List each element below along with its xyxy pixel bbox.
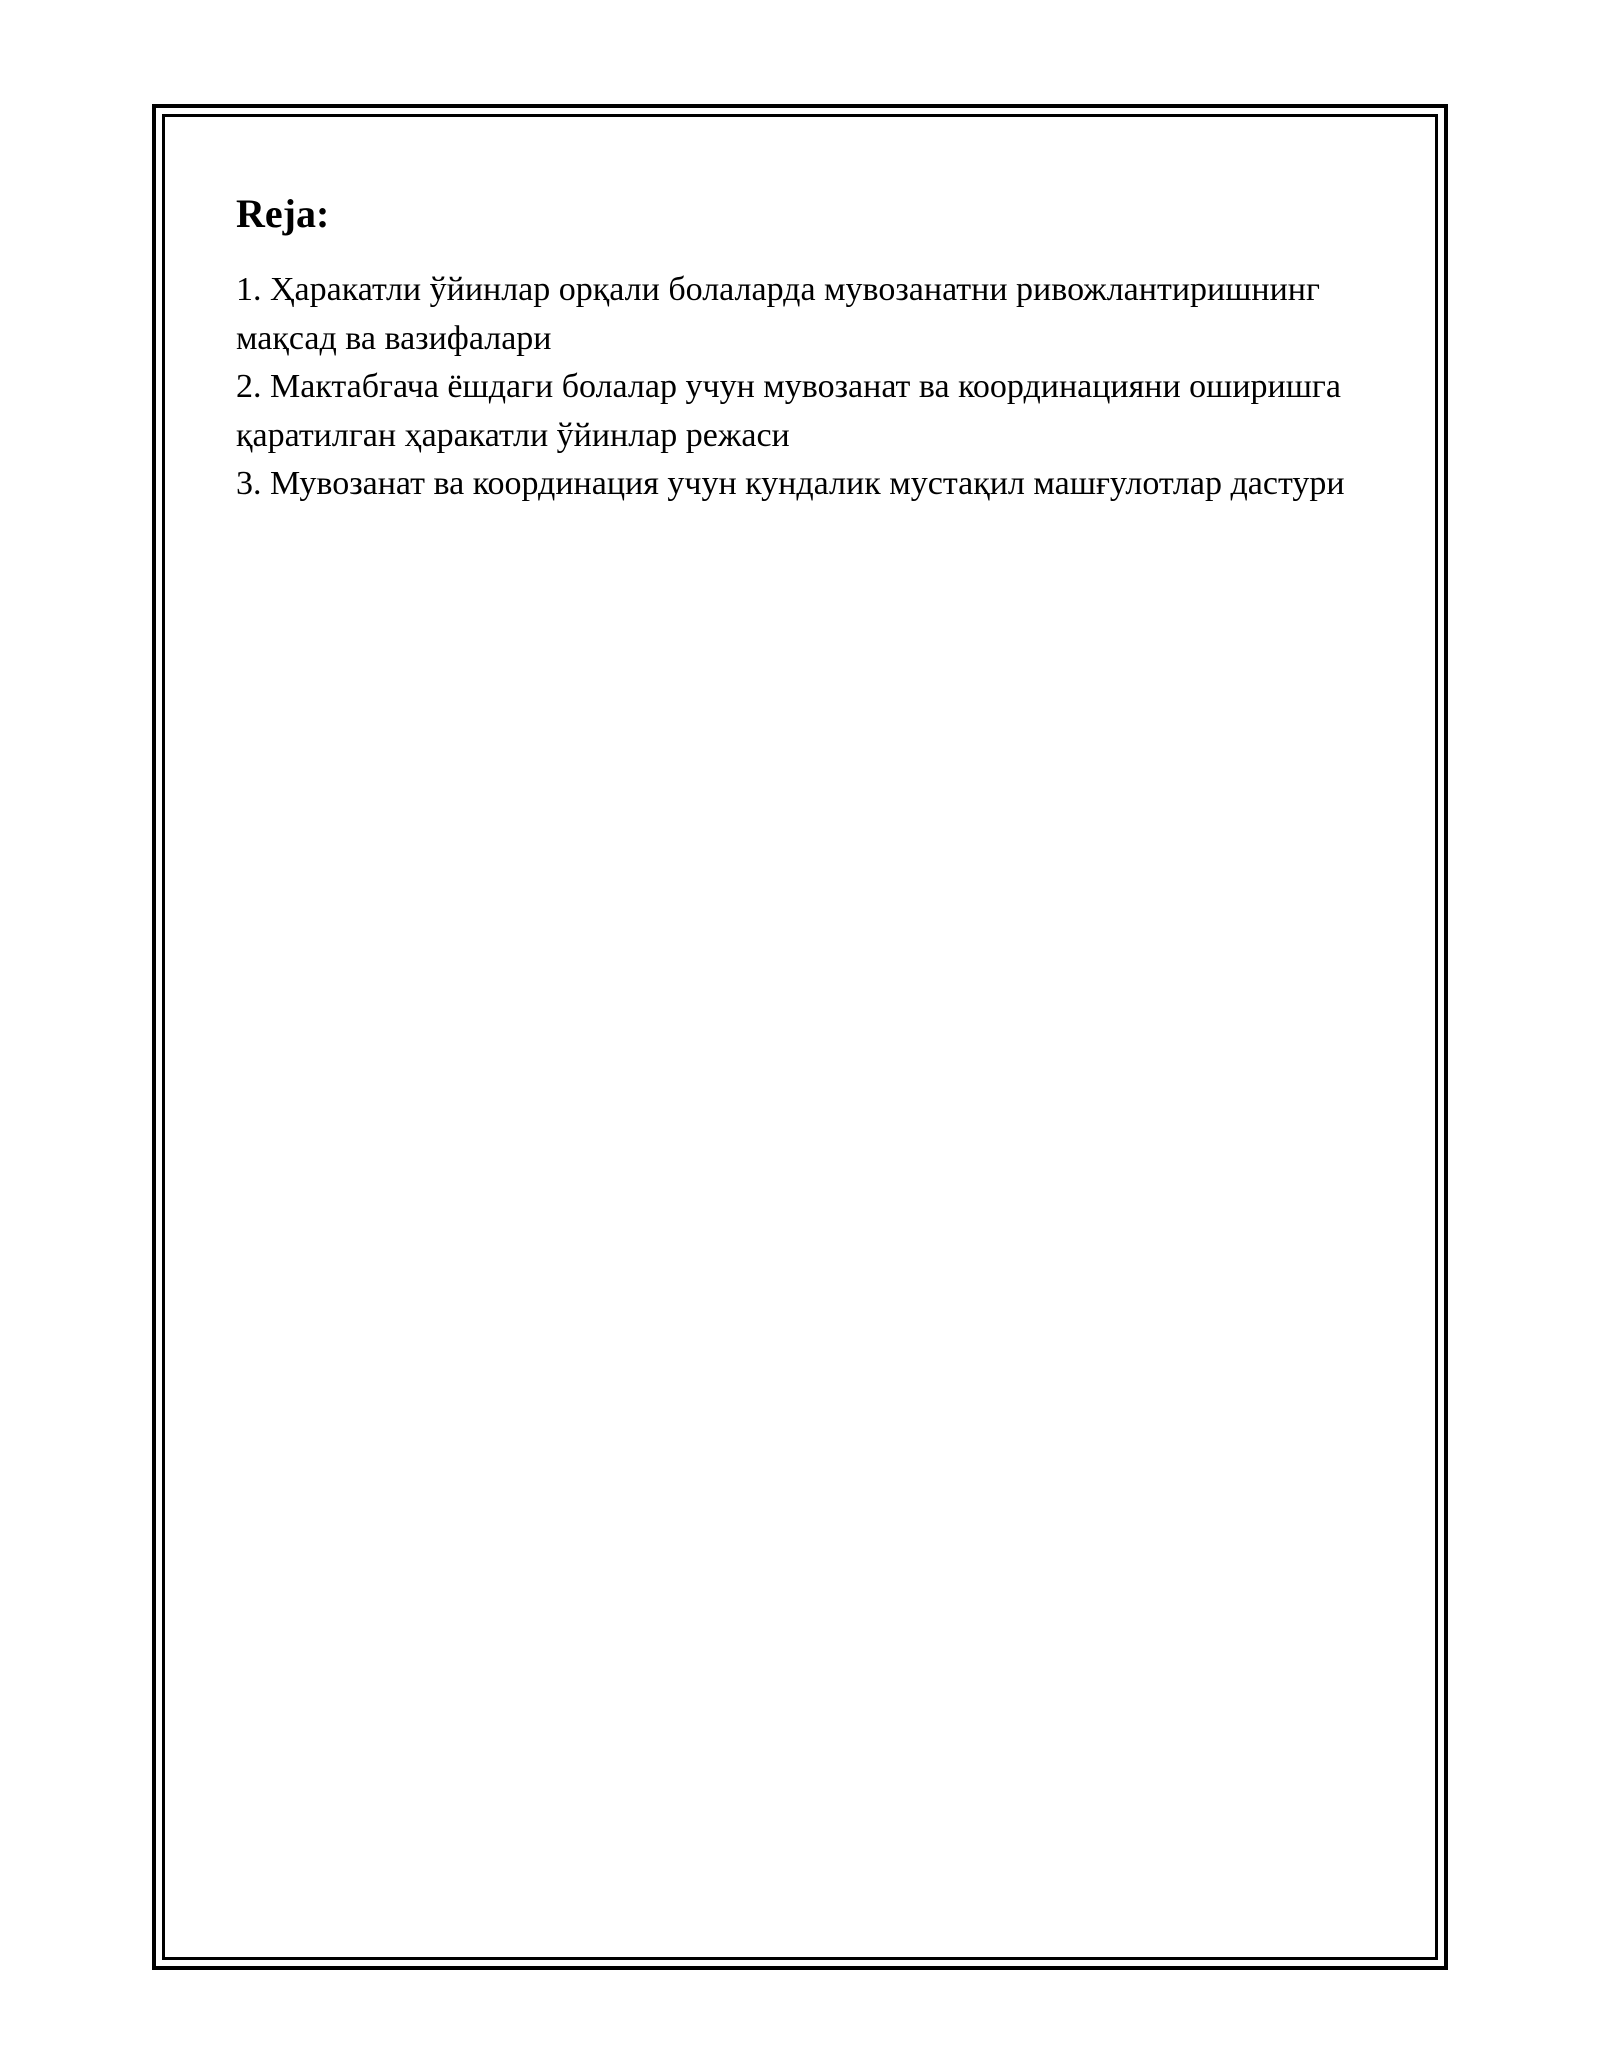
page-content <box>236 188 1356 509</box>
plan-item-3: 3. Мувозанат ва координация учун кундалик мустақил машғулотлар дастури <box>236 465 1345 502</box>
plan-heading: Reja: <box>236 191 330 236</box>
plan-item-2: 2. Мактабгача ёшдаги болалар учун мувозанат ва координацияни оширишга қаратилган ҳаракатли ўйинлар режаси <box>236 368 1341 454</box>
plan-list <box>236 266 1356 509</box>
plan-item-1: 1. Ҳаракатли ўйинлар орқали болаларда мувозанатни ривожлантиришнинг мақсад ва вазифалари <box>236 271 1320 357</box>
